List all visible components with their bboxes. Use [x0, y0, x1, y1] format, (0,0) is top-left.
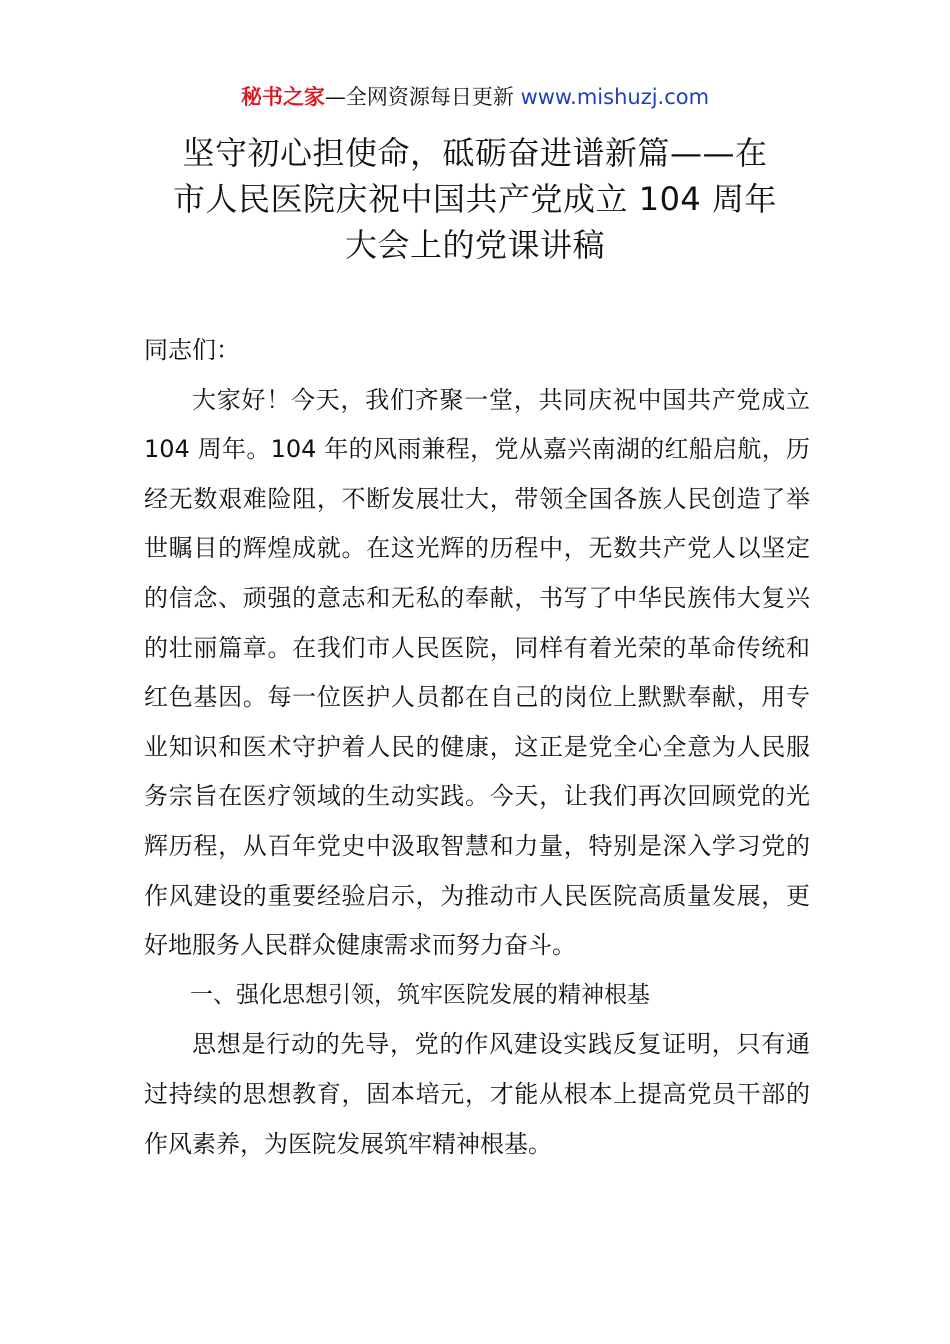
brand-name: 秘书之家: [240, 85, 325, 109]
section-heading-1: 一、强化思想引领，筑牢医院发展的精神根基: [190, 981, 650, 1008]
paragraph-intro: 大家好！今天，我们齐聚一堂，共同庆祝中国共产党成立 104 周年。104 年的风雨兼程，党从嘉兴南湖的红船启航，历经无数艰难险阻，不断发展壮大，带领全国各族人民创造了举世瞩目的辉煌成就。在这光辉的历程中，无数共产党人以坚定的信念、顽强的意志和无私的奉献，书写了中华民族伟大复兴的壮丽篇章。在我们市人民医院，同样有着光荣的革命传统和红色基因。每一位医护人员都在自己的岗位上默默奉献，用专业知识和医术守护着人民的健康，这正是党全心全意为人民服务宗旨在医疗领域的生动实践。今天，让我们再次回顾党的光辉历程，从百年党史中汲取智慧和力量，特别是深入学习党的作风建设的重要经验启示，为推动市人民医院高质量发展，更好地服务人民群众健康需求而努力奋斗。: [144, 385, 810, 960]
title-line-1: 坚守初心担使命，砥砺奋进谱新篇——在: [182, 134, 768, 172]
paragraph-section-1: 思想是行动的先导，党的作风建设实践反复证明，只有通过持续的思想教育，固本培元，才能从根本上提高党员干部的作风素养，为医院发展筑牢精神根基。: [144, 1030, 810, 1158]
site-header: [0, 82, 950, 112]
site-url-link[interactable]: www.mishuzj.com: [520, 85, 710, 109]
title-line-2: 市人民医院庆祝中国共产党成立 104 周年: [173, 180, 777, 218]
document-body: [144, 326, 810, 1169]
salutation: 同志们：: [144, 336, 240, 364]
document-title: [130, 130, 820, 268]
title-line-3: 大会上的党课讲稿: [344, 226, 605, 264]
header-tagline: —全网资源每日更新: [324, 85, 521, 109]
